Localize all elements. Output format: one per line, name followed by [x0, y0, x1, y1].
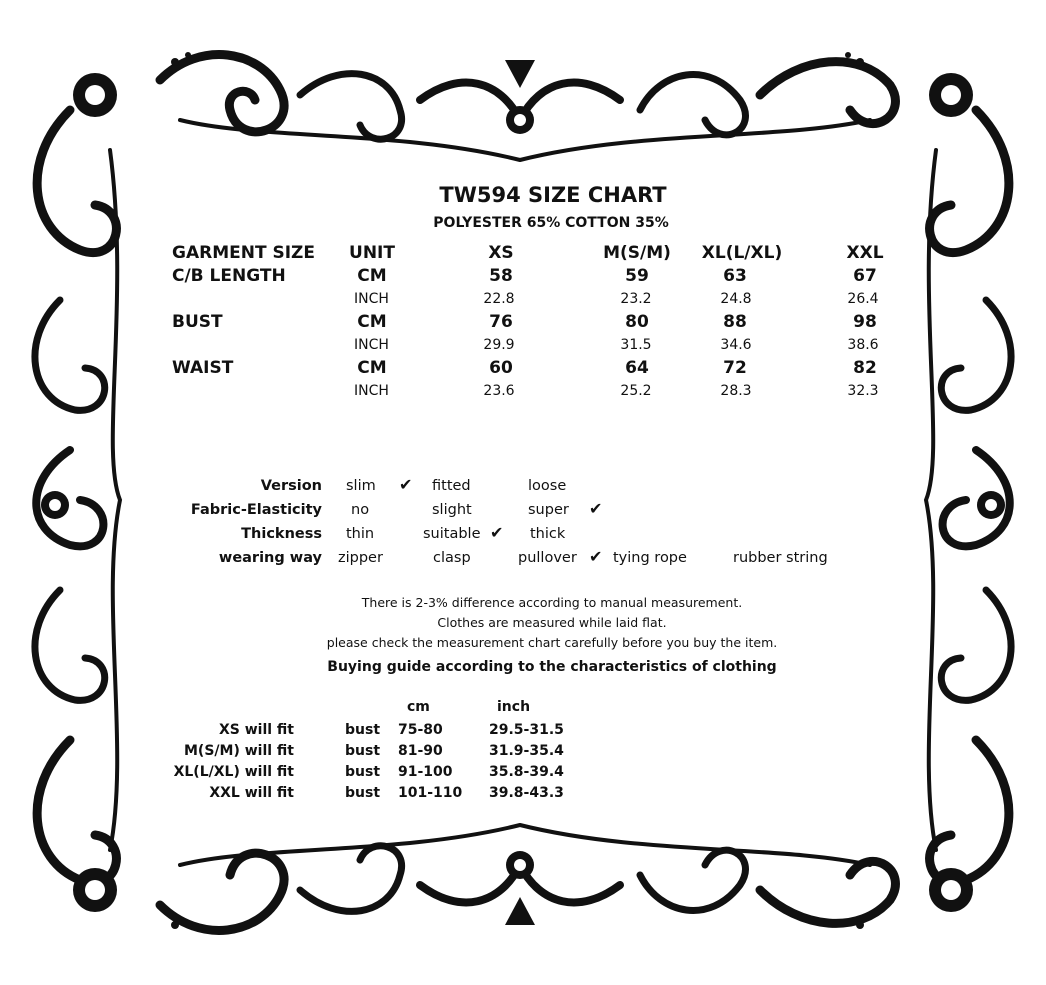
check-icon: ✔ — [589, 547, 603, 566]
cell-value: 23.2 — [620, 291, 652, 307]
unit-cm: CM — [357, 358, 387, 378]
guide-part: bust — [345, 785, 381, 801]
guide-inch-range: 31.9-35.4 — [489, 743, 564, 759]
cell-value: 59 — [625, 266, 649, 286]
buying-guide-title: Buying guide according to the characteristics of clothing — [327, 659, 777, 675]
cell-value: 67 — [853, 266, 877, 286]
guide-part: bust — [345, 743, 381, 759]
cell-value: 28.3 — [720, 383, 752, 399]
unit-inch: INCH — [354, 291, 389, 307]
option-fitted: fitted — [432, 478, 471, 494]
guide-cm-range: 75-80 — [398, 722, 443, 738]
note-line: There is 2-3% difference according to manual measurement. — [361, 595, 743, 610]
guide-inch-range: 35.8-39.4 — [489, 764, 564, 780]
option-slim: slim — [346, 478, 376, 494]
cell-value: 60 — [489, 358, 513, 378]
note-line: Clothes are measured while laid flat. — [437, 615, 667, 630]
unit-inch: INCH — [354, 337, 389, 353]
guide-header-inch: inch — [497, 699, 531, 715]
guide-row-label: XS will fit — [218, 722, 294, 738]
option-tying-rope: tying rope — [613, 550, 687, 566]
attr-label-thickness: Thickness — [241, 526, 322, 542]
option-rubber-string: rubber string — [733, 550, 828, 566]
option-thin: thin — [346, 526, 375, 542]
option-clasp: clasp — [433, 550, 471, 566]
guide-row-label: XL(L/XL) will fit — [173, 764, 294, 780]
check-icon: ✔ — [399, 475, 413, 494]
guide-cm-range: 101-110 — [398, 785, 463, 801]
guide-inch-range: 29.5-31.5 — [489, 722, 564, 738]
option-thick: thick — [530, 526, 566, 542]
option-super: super — [528, 502, 569, 518]
material-composition: POLYESTER 65% COTTON 35% — [433, 215, 669, 231]
cell-value: 32.3 — [847, 383, 879, 399]
cell-value: 80 — [625, 312, 649, 332]
option-slight: slight — [432, 502, 472, 518]
unit-inch: INCH — [354, 383, 389, 399]
cell-value: 72 — [723, 358, 747, 378]
option-zipper: zipper — [338, 550, 383, 566]
option-loose: loose — [528, 478, 567, 494]
header-size-xs: XS — [488, 243, 514, 263]
attr-label-fabric-elasticity: Fabric-Elasticity — [190, 502, 322, 518]
guide-cm-range: 81-90 — [398, 743, 443, 759]
cell-value: 34.6 — [720, 337, 752, 353]
unit-cm: CM — [357, 266, 387, 286]
cell-value: 22.8 — [483, 291, 515, 307]
cell-value: 38.6 — [847, 337, 879, 353]
row-label-bust: BUST — [172, 312, 223, 332]
cell-value: 58 — [489, 266, 513, 286]
guide-header-cm: cm — [407, 699, 430, 715]
check-icon: ✔ — [589, 499, 603, 518]
cell-value: 25.2 — [620, 383, 652, 399]
cell-value: 88 — [723, 312, 747, 332]
header-size-m: M(S/M) — [603, 243, 671, 263]
row-label-cb-length: C/B LENGTH — [172, 266, 286, 286]
unit-cm: CM — [357, 312, 387, 332]
guide-row-label: M(S/M) will fit — [183, 743, 294, 759]
cell-value: 24.8 — [720, 291, 752, 307]
cell-value: 98 — [853, 312, 877, 332]
header-size-xxl: XXL — [846, 243, 884, 263]
note-line: please check the measurement chart carefully before you buy the item. — [326, 635, 778, 650]
row-label-waist: WAIST — [172, 358, 234, 378]
attr-label-wearing-way: wearing way — [218, 550, 322, 566]
chart-title: TW594 SIZE CHART — [439, 183, 667, 207]
option-no: no — [351, 502, 370, 518]
guide-part: bust — [345, 764, 381, 780]
cell-value: 82 — [853, 358, 877, 378]
cell-value: 76 — [489, 312, 513, 332]
option-suitable: suitable — [423, 526, 481, 542]
cell-value: 29.9 — [483, 337, 515, 353]
header-unit: UNIT — [349, 243, 395, 263]
option-pullover: pullover — [518, 550, 577, 566]
guide-part: bust — [345, 722, 381, 738]
header-size-xl: XL(L/XL) — [701, 243, 783, 263]
cell-value: 26.4 — [847, 291, 879, 307]
guide-cm-range: 91-100 — [398, 764, 453, 780]
cell-value: 31.5 — [620, 337, 652, 353]
cell-value: 23.6 — [483, 383, 515, 399]
guide-inch-range: 39.8-43.3 — [489, 785, 564, 801]
cell-value: 63 — [723, 266, 747, 286]
guide-row-label: XXL will fit — [209, 785, 294, 801]
cell-value: 64 — [625, 358, 649, 378]
attr-label-version: Version — [260, 478, 322, 494]
check-icon: ✔ — [490, 523, 504, 542]
header-garment-size: GARMENT SIZE — [172, 243, 315, 263]
